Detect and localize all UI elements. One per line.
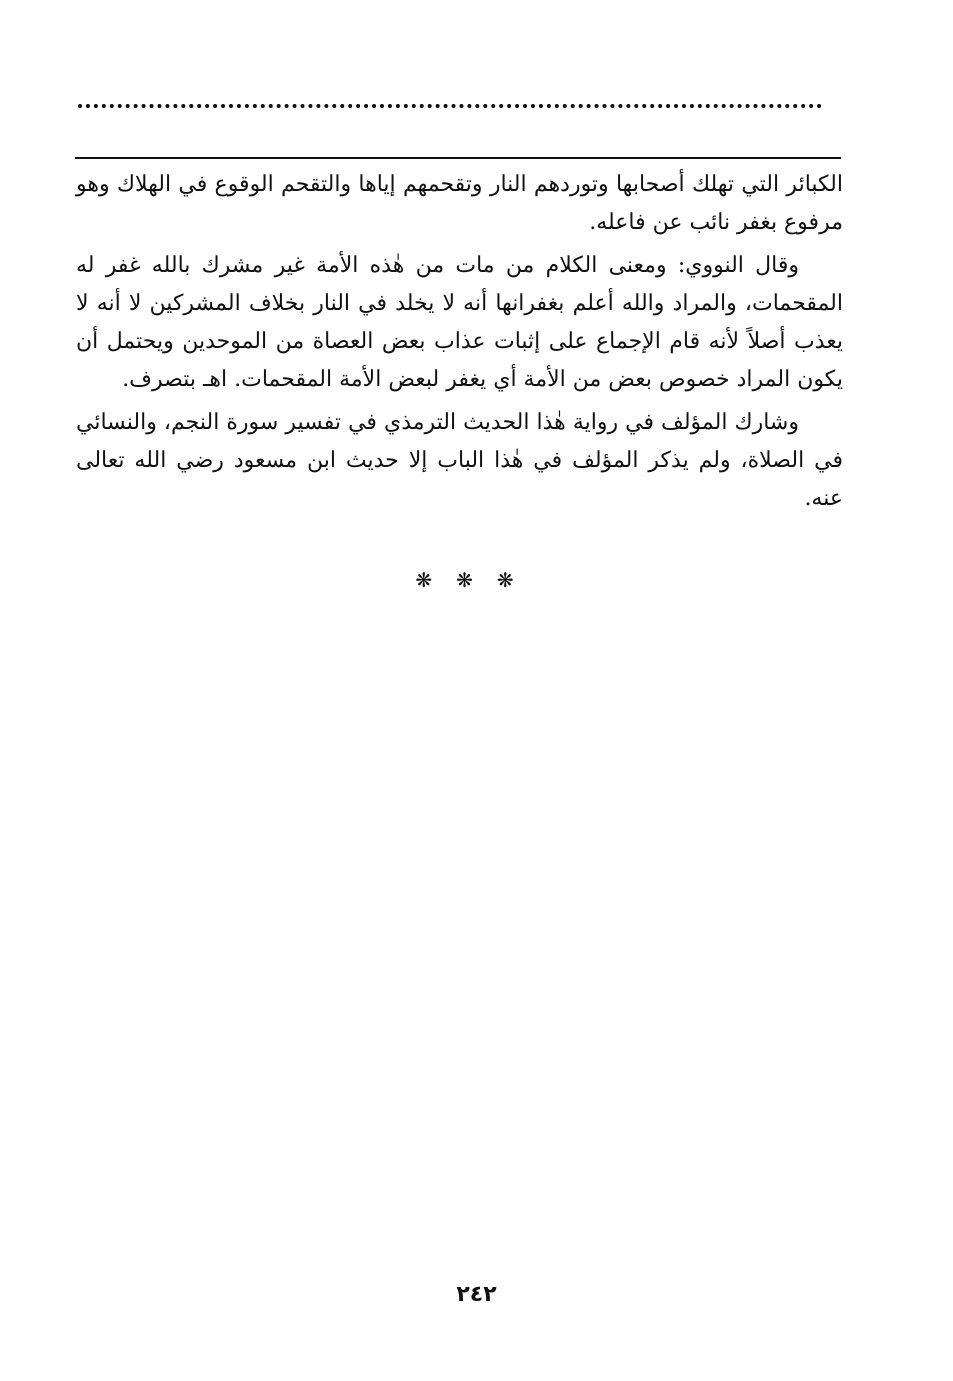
star-ornament-icon: ❋ [415, 568, 457, 592]
paragraph-continuation: الكبائر التي تهلك أصحابها وتوردهم النار وتقحمهم إياها والتقحم الوقوع في الهلاك وهو مرفوع بغفر نائب عن فاعله. [76, 172, 843, 235]
star-ornament-icon: ❋ [496, 568, 538, 592]
page-number: ٢٤٢ [456, 1282, 497, 1307]
section-separator-stars [0, 568, 953, 592]
paragraph-nawawi-quote: وقال النووي: ومعنى الكلام من مات من هٰذه الأمة غير مشرك بالله غفر له المقحمات، والمراد والله أعلم بغفرانها أنه لا يخلد في النار بخلاف المشركين لا أنه لا يعذب أصلاً لأنه قام الإجماع على إثبات عذاب بعض العصاة من الموحدين ويحتمل أن يكون المراد خصوص بعض من الأمة أي يغفر لبعض الأمة المقحمات. اهـ بتصرف. [76, 253, 843, 392]
paragraph-sharing-narration: وشارك المؤلف في رواية هٰذا الحديث الترمذي في تفسير سورة النجم، والنسائي في الصلاة، ولم يذكر المؤلف في هٰذا الباب إلا حديث ابن مسعود رضي الله تعالى عنه. [76, 410, 843, 511]
dotted-separator-line [78, 104, 822, 108]
body-text [76, 166, 843, 518]
horizontal-rule [75, 157, 841, 159]
star-ornament-icon: ❋ [456, 568, 497, 592]
